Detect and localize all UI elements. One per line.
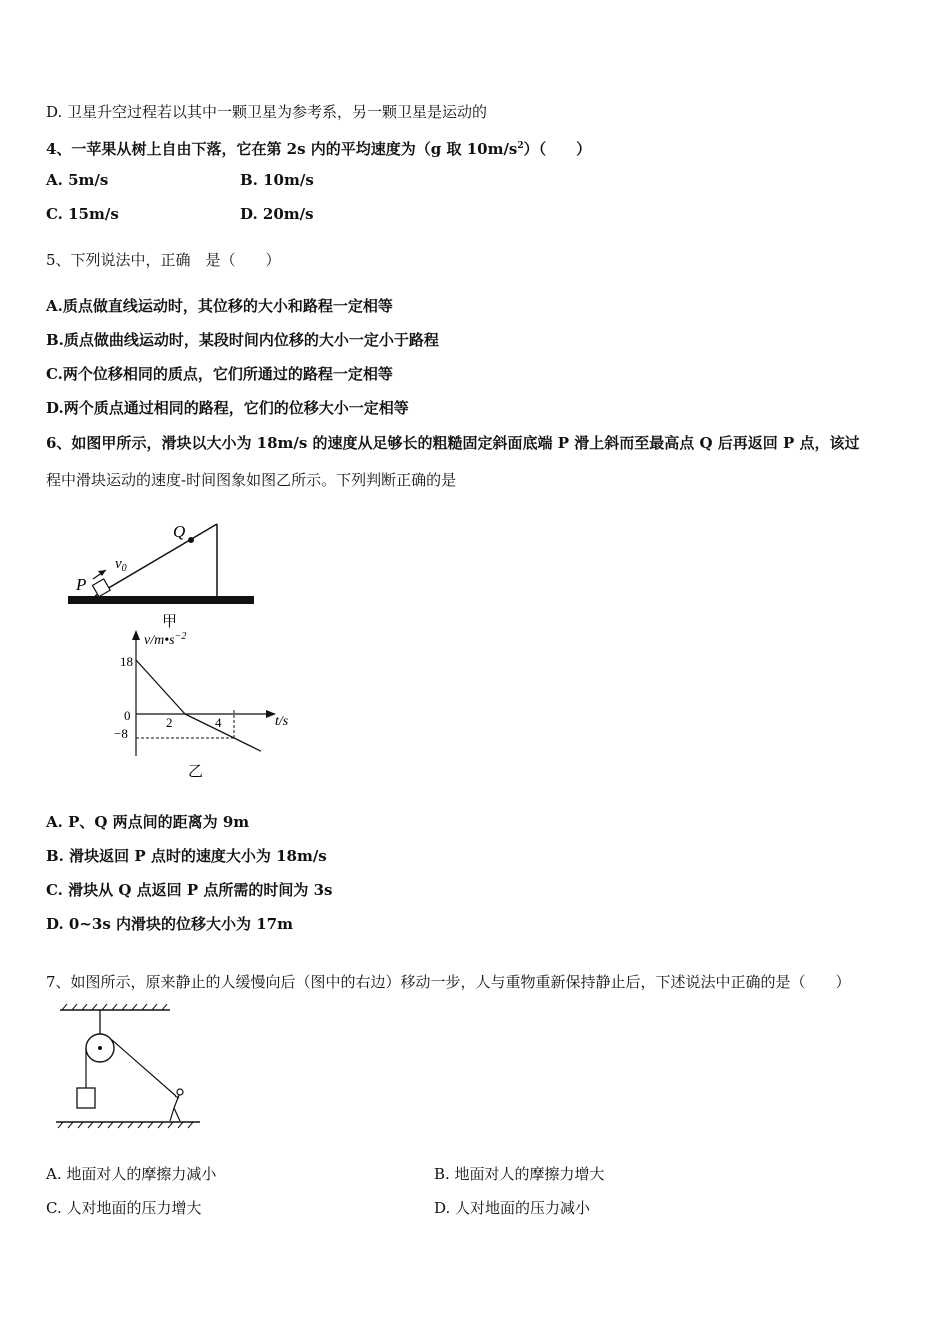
ground-bar [68,596,254,604]
q4-stem [46,136,591,159]
y-axis-label: $v/m•s^{-2}$ [144,631,187,648]
q4-option-d: D. 20m/s [240,205,314,223]
q4-stem-end: ）（ ） [523,140,592,158]
q7-option-a: A. 地面对人的摩擦力减小 [46,1165,217,1183]
q4-stem-sup: 2 [517,141,524,151]
q6-option-a: A. P、Q 两点间的距离为 9m [46,813,250,831]
tick-label-4: 4 [215,715,222,730]
floor-hatch [58,1122,193,1128]
q6-option-c: C. 滑块从 Q 点返回 P 点所需的时间为 3s [46,881,333,899]
q5-stem: 5、下列说法中，正确 是（ ） [46,251,281,269]
q5-option-c: C.两个位移相同的质点，它们所通过的路程一定相等 [46,365,393,383]
q4-option-a: A. 5m/s [46,171,109,189]
q6-option-b: B. 滑块返回 P 点时的速度大小为 18m/s [46,847,327,865]
q4-option-c: C. 15m/s [46,205,119,223]
series-segment-decel [136,660,185,714]
rope-to-person [112,1040,176,1096]
q7-option-b: B. 地面对人的摩擦力增大 [434,1165,605,1183]
series-segment-return [185,714,261,751]
q6-stem-line2: 程中滑块运动的速度-时间图象如图乙所示。下列判断正确的是 [46,471,457,489]
q5-option-d: D.两个质点通过相同的路程，它们的位移大小一定相等 [46,399,409,417]
ceiling-hatch [62,1004,167,1010]
caption-yi: 乙 [188,764,204,780]
pulley-figure [52,1004,204,1132]
tick-label-18: 18 [120,654,133,669]
incline-figure [60,512,270,632]
vt-chart [100,628,320,783]
person-figure [170,1089,183,1121]
label-P: P [76,575,87,594]
label-Q: Q [173,522,186,541]
point-Q-dot [188,537,194,543]
pulley-axle [98,1046,102,1050]
x-axis-label: t/s [275,714,289,729]
q6-option-d: D. 0~3s 内滑块的位移大小为 17m [46,915,293,933]
incline-slope [95,524,217,596]
q7-stem: 7、如图所示，原来静止的人缓慢向后（图中的右边）移动一步，人与重物重新保持静止后，下述说法中正确的是（ ） [46,973,851,991]
q6-stem-line1: 6、如图甲所示，滑块以大小为 18m/s 的速度从足够长的粗糙固定斜面底端 P 滑上斜而至最高点 Q 后再返回 P 点，该过 [46,434,860,452]
tick-label-neg8: −8 [114,726,128,741]
slider-block [92,579,110,597]
q7-option-c: C. 人对地面的压力增大 [46,1199,202,1217]
q3-option-d: D. 卫星升空过程若以其中一颗卫星为参考系，另一颗卫星是运动的 [46,103,488,121]
q5-option-a: A.质点做直线运动时，其位移的大小和路程一定相等 [46,297,393,315]
y-axis-arrow [132,630,140,640]
caption-jia: 甲 [162,614,178,630]
q4-stem-text: 4、一苹果从树上自由下落，它在第 2s 内的平均速度为（g 取 10m/s [46,140,518,158]
q5-option-b: B.质点做曲线运动时，某段时间内位移的大小一定小于路程 [46,331,439,349]
label-v0: $v_0$ [115,556,127,574]
tick-label-0: 0 [124,708,131,723]
weight-block [77,1088,95,1108]
q4-option-b: B. 10m/s [240,171,314,189]
tick-label-2: 2 [166,715,173,730]
q7-option-d: D. 人对地面的压力减小 [434,1199,591,1217]
